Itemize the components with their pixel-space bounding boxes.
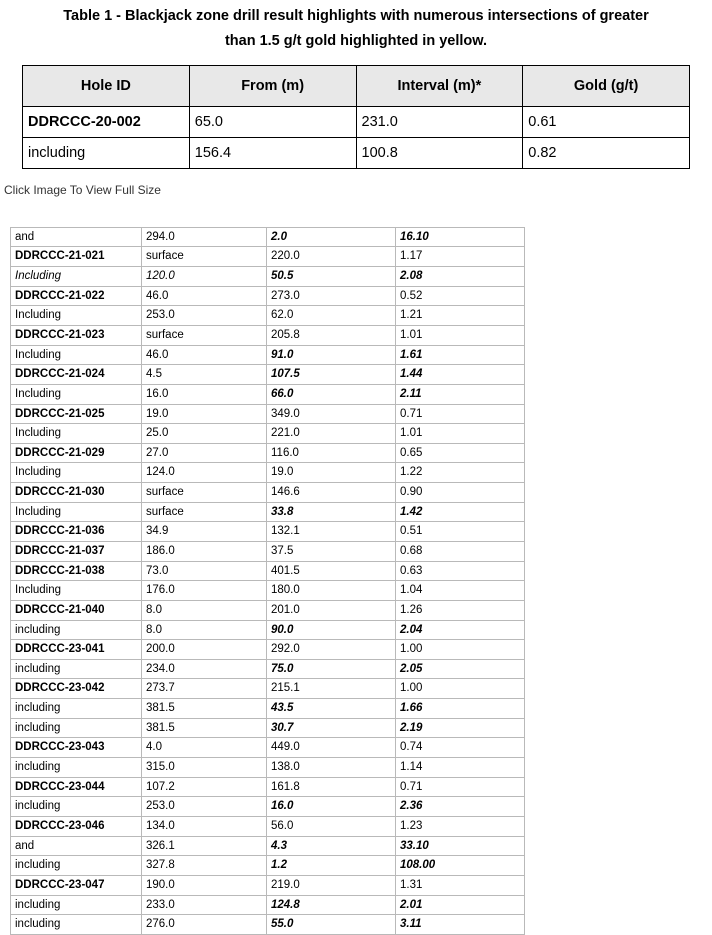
cell-gold: 0.90	[396, 483, 525, 503]
cell-gold: 16.10	[396, 227, 525, 247]
cell-from: 200.0	[142, 640, 267, 660]
cell-hole-id: DDRCCC-23-041	[11, 640, 142, 660]
cell-hole-id: Including	[11, 306, 142, 326]
cell-interval: 37.5	[267, 542, 396, 562]
results-table-body	[11, 227, 525, 934]
cell-from: 327.8	[142, 856, 267, 876]
table-row	[11, 875, 525, 895]
cell-interval: 62.0	[267, 306, 396, 326]
summary-table	[22, 65, 690, 169]
cell-from: 27.0	[142, 443, 267, 463]
cell-hole-id: Including	[11, 345, 142, 365]
cell-gold: 1.04	[396, 581, 525, 601]
summary-table-head	[23, 65, 690, 106]
table-row	[11, 895, 525, 915]
cell-gold: 1.44	[396, 365, 525, 385]
cell-from: 326.1	[142, 836, 267, 856]
cell-from: 315.0	[142, 758, 267, 778]
table-row	[11, 502, 525, 522]
cell-from: 73.0	[142, 561, 267, 581]
cell-gold: 1.01	[396, 424, 525, 444]
summary-table-body	[23, 106, 690, 168]
cell-interval: 90.0	[267, 620, 396, 640]
cell-hole-id: DDRCCC-21-037	[11, 542, 142, 562]
table-row	[11, 286, 525, 306]
table-row	[11, 306, 525, 326]
results-table-container	[0, 197, 712, 935]
cell-from: 234.0	[142, 659, 267, 679]
cell-interval: 146.6	[267, 483, 396, 503]
cell-interval: 449.0	[267, 738, 396, 758]
cell-interval: 116.0	[267, 443, 396, 463]
cell-interval: 16.0	[267, 797, 396, 817]
table-row	[11, 659, 525, 679]
cell-interval: 292.0	[267, 640, 396, 660]
table-row	[11, 797, 525, 817]
cell-interval: 100.8	[356, 137, 523, 168]
table-row	[11, 384, 525, 404]
table-row	[11, 522, 525, 542]
cell-interval: 124.8	[267, 895, 396, 915]
view-full-size-link[interactable]: Click Image To View Full Size	[4, 182, 161, 197]
cell-hole-id: DDRCCC-23-047	[11, 875, 142, 895]
cell-hole-id: DDRCCC-23-042	[11, 679, 142, 699]
cell-interval: 205.8	[267, 325, 396, 345]
cell-hole-id: including	[11, 856, 142, 876]
table-header-row	[23, 65, 690, 106]
cell-interval: 2.0	[267, 227, 396, 247]
cell-from: surface	[142, 325, 267, 345]
cell-gold: 1.22	[396, 463, 525, 483]
cell-from: 120.0	[142, 267, 267, 287]
cell-interval: 1.2	[267, 856, 396, 876]
cell-from: 233.0	[142, 895, 267, 915]
cell-gold: 2.05	[396, 659, 525, 679]
cell-hole-id: Including	[11, 424, 142, 444]
cell-interval: 273.0	[267, 286, 396, 306]
cell-from: 8.0	[142, 600, 267, 620]
cell-gold: 0.74	[396, 738, 525, 758]
results-table	[10, 227, 525, 935]
table-row	[11, 856, 525, 876]
cell-from: 273.7	[142, 679, 267, 699]
cell-gold: 1.00	[396, 679, 525, 699]
cell-from: 134.0	[142, 816, 267, 836]
cell-interval: 221.0	[267, 424, 396, 444]
table-row	[11, 777, 525, 797]
cell-hole-id: Including	[11, 581, 142, 601]
table-row	[11, 424, 525, 444]
cell-hole-id: DDRCCC-23-046	[11, 816, 142, 836]
cell-interval: 219.0	[267, 875, 396, 895]
cell-from: 46.0	[142, 345, 267, 365]
table-row	[11, 836, 525, 856]
cell-interval: 4.3	[267, 836, 396, 856]
cell-gold: 0.52	[396, 286, 525, 306]
cell-gold: 0.63	[396, 561, 525, 581]
cell-gold: 2.01	[396, 895, 525, 915]
cell-gold: 1.66	[396, 699, 525, 719]
cell-gold: 1.17	[396, 247, 525, 267]
page-title	[0, 0, 712, 55]
cell-gold: 1.01	[396, 325, 525, 345]
table-row	[11, 679, 525, 699]
table-row	[11, 325, 525, 345]
cell-gold: 1.00	[396, 640, 525, 660]
cell-gold: 1.31	[396, 875, 525, 895]
cell-gold: 2.04	[396, 620, 525, 640]
cell-gold: 108.00	[396, 856, 525, 876]
cell-hole-id: DDRCCC-23-043	[11, 738, 142, 758]
cell-from: 176.0	[142, 581, 267, 601]
cell-interval: 91.0	[267, 345, 396, 365]
cell-interval: 180.0	[267, 581, 396, 601]
cell-from: 16.0	[142, 384, 267, 404]
cell-gold: 2.19	[396, 718, 525, 738]
cell-from: 186.0	[142, 542, 267, 562]
cell-gold: 1.26	[396, 600, 525, 620]
cell-gold: 2.36	[396, 797, 525, 817]
cell-interval: 75.0	[267, 659, 396, 679]
cell-interval: 161.8	[267, 777, 396, 797]
cell-hole-id: DDRCCC-23-044	[11, 777, 142, 797]
column-header-from: From (m)	[189, 65, 356, 106]
column-header-interval: Interval (m)*	[356, 65, 523, 106]
cell-hole-id: DDRCCC-21-036	[11, 522, 142, 542]
table-row	[11, 816, 525, 836]
cell-gold: 2.11	[396, 384, 525, 404]
table-row	[11, 247, 525, 267]
table-row	[11, 758, 525, 778]
cell-gold: 0.51	[396, 522, 525, 542]
table-row	[11, 699, 525, 719]
table-row	[11, 267, 525, 287]
cell-hole-id: including	[11, 895, 142, 915]
cell-interval: 132.1	[267, 522, 396, 542]
cell-from: 381.5	[142, 699, 267, 719]
cell-interval: 19.0	[267, 463, 396, 483]
cell-from: 46.0	[142, 286, 267, 306]
cell-interval: 215.1	[267, 679, 396, 699]
title-line-2: than 1.5 g/t gold highlighted in yellow.	[224, 33, 488, 50]
cell-from: 294.0	[142, 227, 267, 247]
table-row	[11, 227, 525, 247]
cell-from: 253.0	[142, 306, 267, 326]
cell-from: 156.4	[189, 137, 356, 168]
cell-hole-id: DDRCCC-21-023	[11, 325, 142, 345]
cell-gold: 1.21	[396, 306, 525, 326]
cell-hole-id: DDRCCC-21-029	[11, 443, 142, 463]
cell-from: 8.0	[142, 620, 267, 640]
cell-hole-id: including	[11, 915, 142, 935]
cell-gold: 0.82	[523, 137, 690, 168]
cell-interval: 138.0	[267, 758, 396, 778]
cell-from: 253.0	[142, 797, 267, 817]
cell-interval: 201.0	[267, 600, 396, 620]
cell-from: 4.0	[142, 738, 267, 758]
table-row	[11, 404, 525, 424]
cell-interval: 55.0	[267, 915, 396, 935]
cell-gold: 0.71	[396, 404, 525, 424]
cell-hole-id: Including	[11, 502, 142, 522]
table-row	[11, 345, 525, 365]
cell-hole-id: including	[11, 797, 142, 817]
cell-hole-id: Including	[11, 384, 142, 404]
cell-interval: 50.5	[267, 267, 396, 287]
cell-interval: 107.5	[267, 365, 396, 385]
cell-hole-id: including	[11, 620, 142, 640]
cell-from: surface	[142, 502, 267, 522]
cell-hole-id: including	[11, 659, 142, 679]
cell-gold: 2.08	[396, 267, 525, 287]
cell-from: 65.0	[189, 106, 356, 137]
cell-gold: 1.42	[396, 502, 525, 522]
cell-hole-id: and	[11, 227, 142, 247]
cell-interval: 220.0	[267, 247, 396, 267]
cell-hole-id: DDRCCC-21-021	[11, 247, 142, 267]
cell-hole-id: DDRCCC-21-024	[11, 365, 142, 385]
table-row	[11, 561, 525, 581]
cell-gold: 1.23	[396, 816, 525, 836]
table-row	[23, 137, 690, 168]
cell-hole-id: including	[11, 699, 142, 719]
cell-interval: 349.0	[267, 404, 396, 424]
cell-interval: 43.5	[267, 699, 396, 719]
cell-interval: 30.7	[267, 718, 396, 738]
table-row	[11, 718, 525, 738]
cell-hole-id: including	[23, 137, 190, 168]
cell-interval: 33.8	[267, 502, 396, 522]
cell-gold: 1.14	[396, 758, 525, 778]
column-header-gold: Gold (g/t)	[523, 65, 690, 106]
cell-gold: 0.61	[523, 106, 690, 137]
cell-hole-id: Including	[11, 267, 142, 287]
table-row	[23, 106, 690, 137]
cell-interval: 56.0	[267, 816, 396, 836]
table-row	[11, 620, 525, 640]
table-row	[11, 463, 525, 483]
table-row	[11, 365, 525, 385]
cell-from: 276.0	[142, 915, 267, 935]
cell-gold: 1.61	[396, 345, 525, 365]
cell-gold: 33.10	[396, 836, 525, 856]
cell-hole-id: including	[11, 718, 142, 738]
cell-hole-id: DDRCCC-21-038	[11, 561, 142, 581]
cell-interval: 66.0	[267, 384, 396, 404]
cell-gold: 0.65	[396, 443, 525, 463]
table-row	[11, 738, 525, 758]
table-row	[11, 600, 525, 620]
table-row	[11, 443, 525, 463]
cell-from: 34.9	[142, 522, 267, 542]
cell-from: surface	[142, 483, 267, 503]
cell-hole-id: DDRCCC-21-022	[11, 286, 142, 306]
cell-gold: 0.71	[396, 777, 525, 797]
cell-hole-id: DDRCCC-21-040	[11, 600, 142, 620]
cell-hole-id: DDRCCC-21-030	[11, 483, 142, 503]
summary-table-container	[0, 55, 712, 169]
table-row	[11, 640, 525, 660]
table-row	[11, 483, 525, 503]
cell-hole-id: and	[11, 836, 142, 856]
table-row	[11, 542, 525, 562]
cell-gold: 0.68	[396, 542, 525, 562]
cell-interval: 401.5	[267, 561, 396, 581]
cell-gold: 3.11	[396, 915, 525, 935]
table-row	[11, 915, 525, 935]
cell-hole-id: DDRCCC-21-025	[11, 404, 142, 424]
title-line-1: Table 1 - Blackjack zone drill result highlights with numerous intersections of greater	[63, 8, 649, 24]
cell-hole-id: Including	[11, 463, 142, 483]
cell-from: 4.5	[142, 365, 267, 385]
cell-from: 107.2	[142, 777, 267, 797]
cell-hole-id: including	[11, 758, 142, 778]
cell-from: 25.0	[142, 424, 267, 444]
cell-from: 190.0	[142, 875, 267, 895]
cell-hole-id: DDRCCC-20-002	[23, 106, 190, 137]
column-header-hole-id: Hole ID	[23, 65, 190, 106]
table-row	[11, 581, 525, 601]
cell-from: 19.0	[142, 404, 267, 424]
cell-from: surface	[142, 247, 267, 267]
cell-from: 124.0	[142, 463, 267, 483]
cell-interval: 231.0	[356, 106, 523, 137]
cell-from: 381.5	[142, 718, 267, 738]
